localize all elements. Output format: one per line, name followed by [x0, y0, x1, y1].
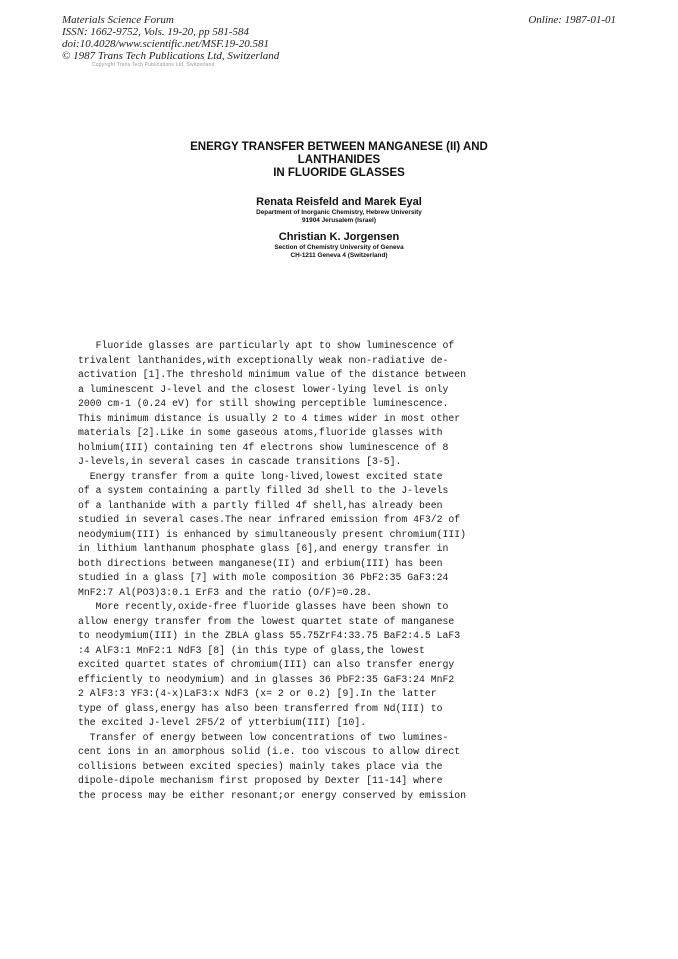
body-line: a luminescent J-level and the closest lower-lying level is only: [78, 383, 449, 395]
authors-primary: Renata Reisfeld and Marek Eyal: [256, 196, 422, 208]
journal-name: Materials Science Forum: [62, 14, 174, 26]
body-line: studied in several cases.The near infrared emission from 4F3/2 of: [78, 514, 461, 525]
body-line: :4 AlF3:1 MnF2:1 NdF3 [8] (in this type of glass,the lowest: [78, 644, 425, 656]
body-line: cent ions in an amorphous solid (i.e. too viscous to allow direct: [78, 746, 461, 757]
journal-issn: ISSN: 1662-9752, Vols. 19-20, pp 581-584: [62, 26, 249, 38]
body-line: 2 AlF3:3 YF3:(4-x)LaF3:x NdF3 (x= 2 or 0.2) [9].In the latter: [78, 688, 437, 699]
body-line: the excited J-level 2F5/2 of ytterbium(III) [10].: [78, 717, 367, 728]
body-line: allow energy transfer from the lowest quartet state of manganese: [78, 615, 455, 627]
body-line: collisions between excited species) mainly takes place via the: [78, 760, 443, 772]
body-line: excited quartet states of chromium(III) can also transfer energy: [78, 659, 455, 670]
affiliation-secondary: [0, 244, 678, 260]
body-line: dipole-dipole mechanism first proposed by Dexter [11-14] where: [78, 775, 443, 786]
body-line: holmium(III) containing ten 4f electrons show luminescence of 8: [78, 441, 449, 453]
body-line: the process may be either resonant;or energy conserved by emission: [78, 789, 467, 801]
online-date: Online: 1987-01-01: [528, 14, 616, 26]
body-line: This minimum distance is usually 2 to 4 times wider in most other: [78, 412, 461, 424]
body-line: Energy transfer from a quite long-lived,lowest excited state: [78, 470, 443, 482]
title-line: ENERGY TRANSFER BETWEEN MANGANESE (II) AND: [190, 141, 488, 153]
body-line: of a system containing a partly filled 3d shell to the J-levels: [78, 485, 449, 496]
body-line: trivalent lanthanides,with exceptionally weak non-radiative de-: [78, 354, 449, 366]
body-line: activation [1].The threshold minimum value of the distance between: [78, 369, 467, 380]
faded-copyright-line: Copyright Trans Tech Publications Ltd, Switzerland: [92, 62, 215, 68]
body-line: J-levels,in several cases in cascade transitions [3-5].: [78, 456, 402, 467]
body-line: neodymium(III) is enhanced by simultaneously present chromium(III): [78, 528, 467, 540]
body-line: in lithium lanthanum phosphate glass [6],and energy transfer in: [78, 543, 449, 554]
affiliation-primary: [0, 209, 678, 225]
journal-copyright: © 1987 Trans Tech Publications Ltd, Switzerland: [62, 50, 280, 62]
body-line: Fluoride glasses are particularly apt to show luminescence of: [78, 340, 455, 351]
body-line: More recently,oxide-free fluoride glasses have been shown to: [78, 601, 449, 612]
body-line: MnF2:7 Al(PO3)3:0.1 ErF3 and the ratio (O/F)=0.28.: [78, 586, 372, 598]
body-line: Transfer of energy between low concentrations of two lumines-: [78, 731, 449, 743]
body-line: efficiently to neodymium) and in glasses 36 PbF2:35 GaF3:24 MnF2: [78, 673, 455, 685]
affiliation-line: Section of Chemistry University of Geneva: [274, 244, 404, 251]
body-line: both directions between manganese(II) and erbium(III) has been: [78, 557, 443, 569]
body-line: 2000 cm-1 (0.24 eV) for still showing perceptible luminescence.: [78, 398, 449, 409]
body-line: of a lanthanide with a partly filled 4f shell,has already been: [78, 499, 443, 511]
body-line: type of glass,energy has also been transferred from Nd(III) to: [78, 702, 443, 714]
journal-citation-header: [62, 14, 279, 62]
authors-secondary: Christian K. Jorgensen: [278, 231, 400, 243]
body-line: to neodymium(III) in the ZBLA glass 55.75ZrF4:33.75 BaF2:4.5 LaF3: [78, 630, 461, 641]
affiliation-line: 91904 Jerusalem (Israel): [302, 217, 376, 224]
paper-title: [0, 141, 678, 180]
journal-doi: doi:10.4028/www.scientific.net/MSF.19-20.581: [62, 38, 270, 50]
body-line: materials [2].Like in some gaseous atoms,fluoride glasses with: [78, 427, 443, 438]
title-line: IN FLUORIDE GLASSES: [273, 167, 405, 179]
body-line: studied in a glass [7] with mole composition 36 PbF2:35 GaF3:24: [78, 572, 449, 583]
affiliation-line: CH-1211 Geneva 4 (Switzerland): [290, 252, 388, 259]
title-line: LANTHANIDES: [297, 154, 381, 166]
affiliation-line: Department of Inorganic Chemistry, Hebrew University: [256, 209, 422, 216]
abstract-body: [78, 339, 618, 803]
